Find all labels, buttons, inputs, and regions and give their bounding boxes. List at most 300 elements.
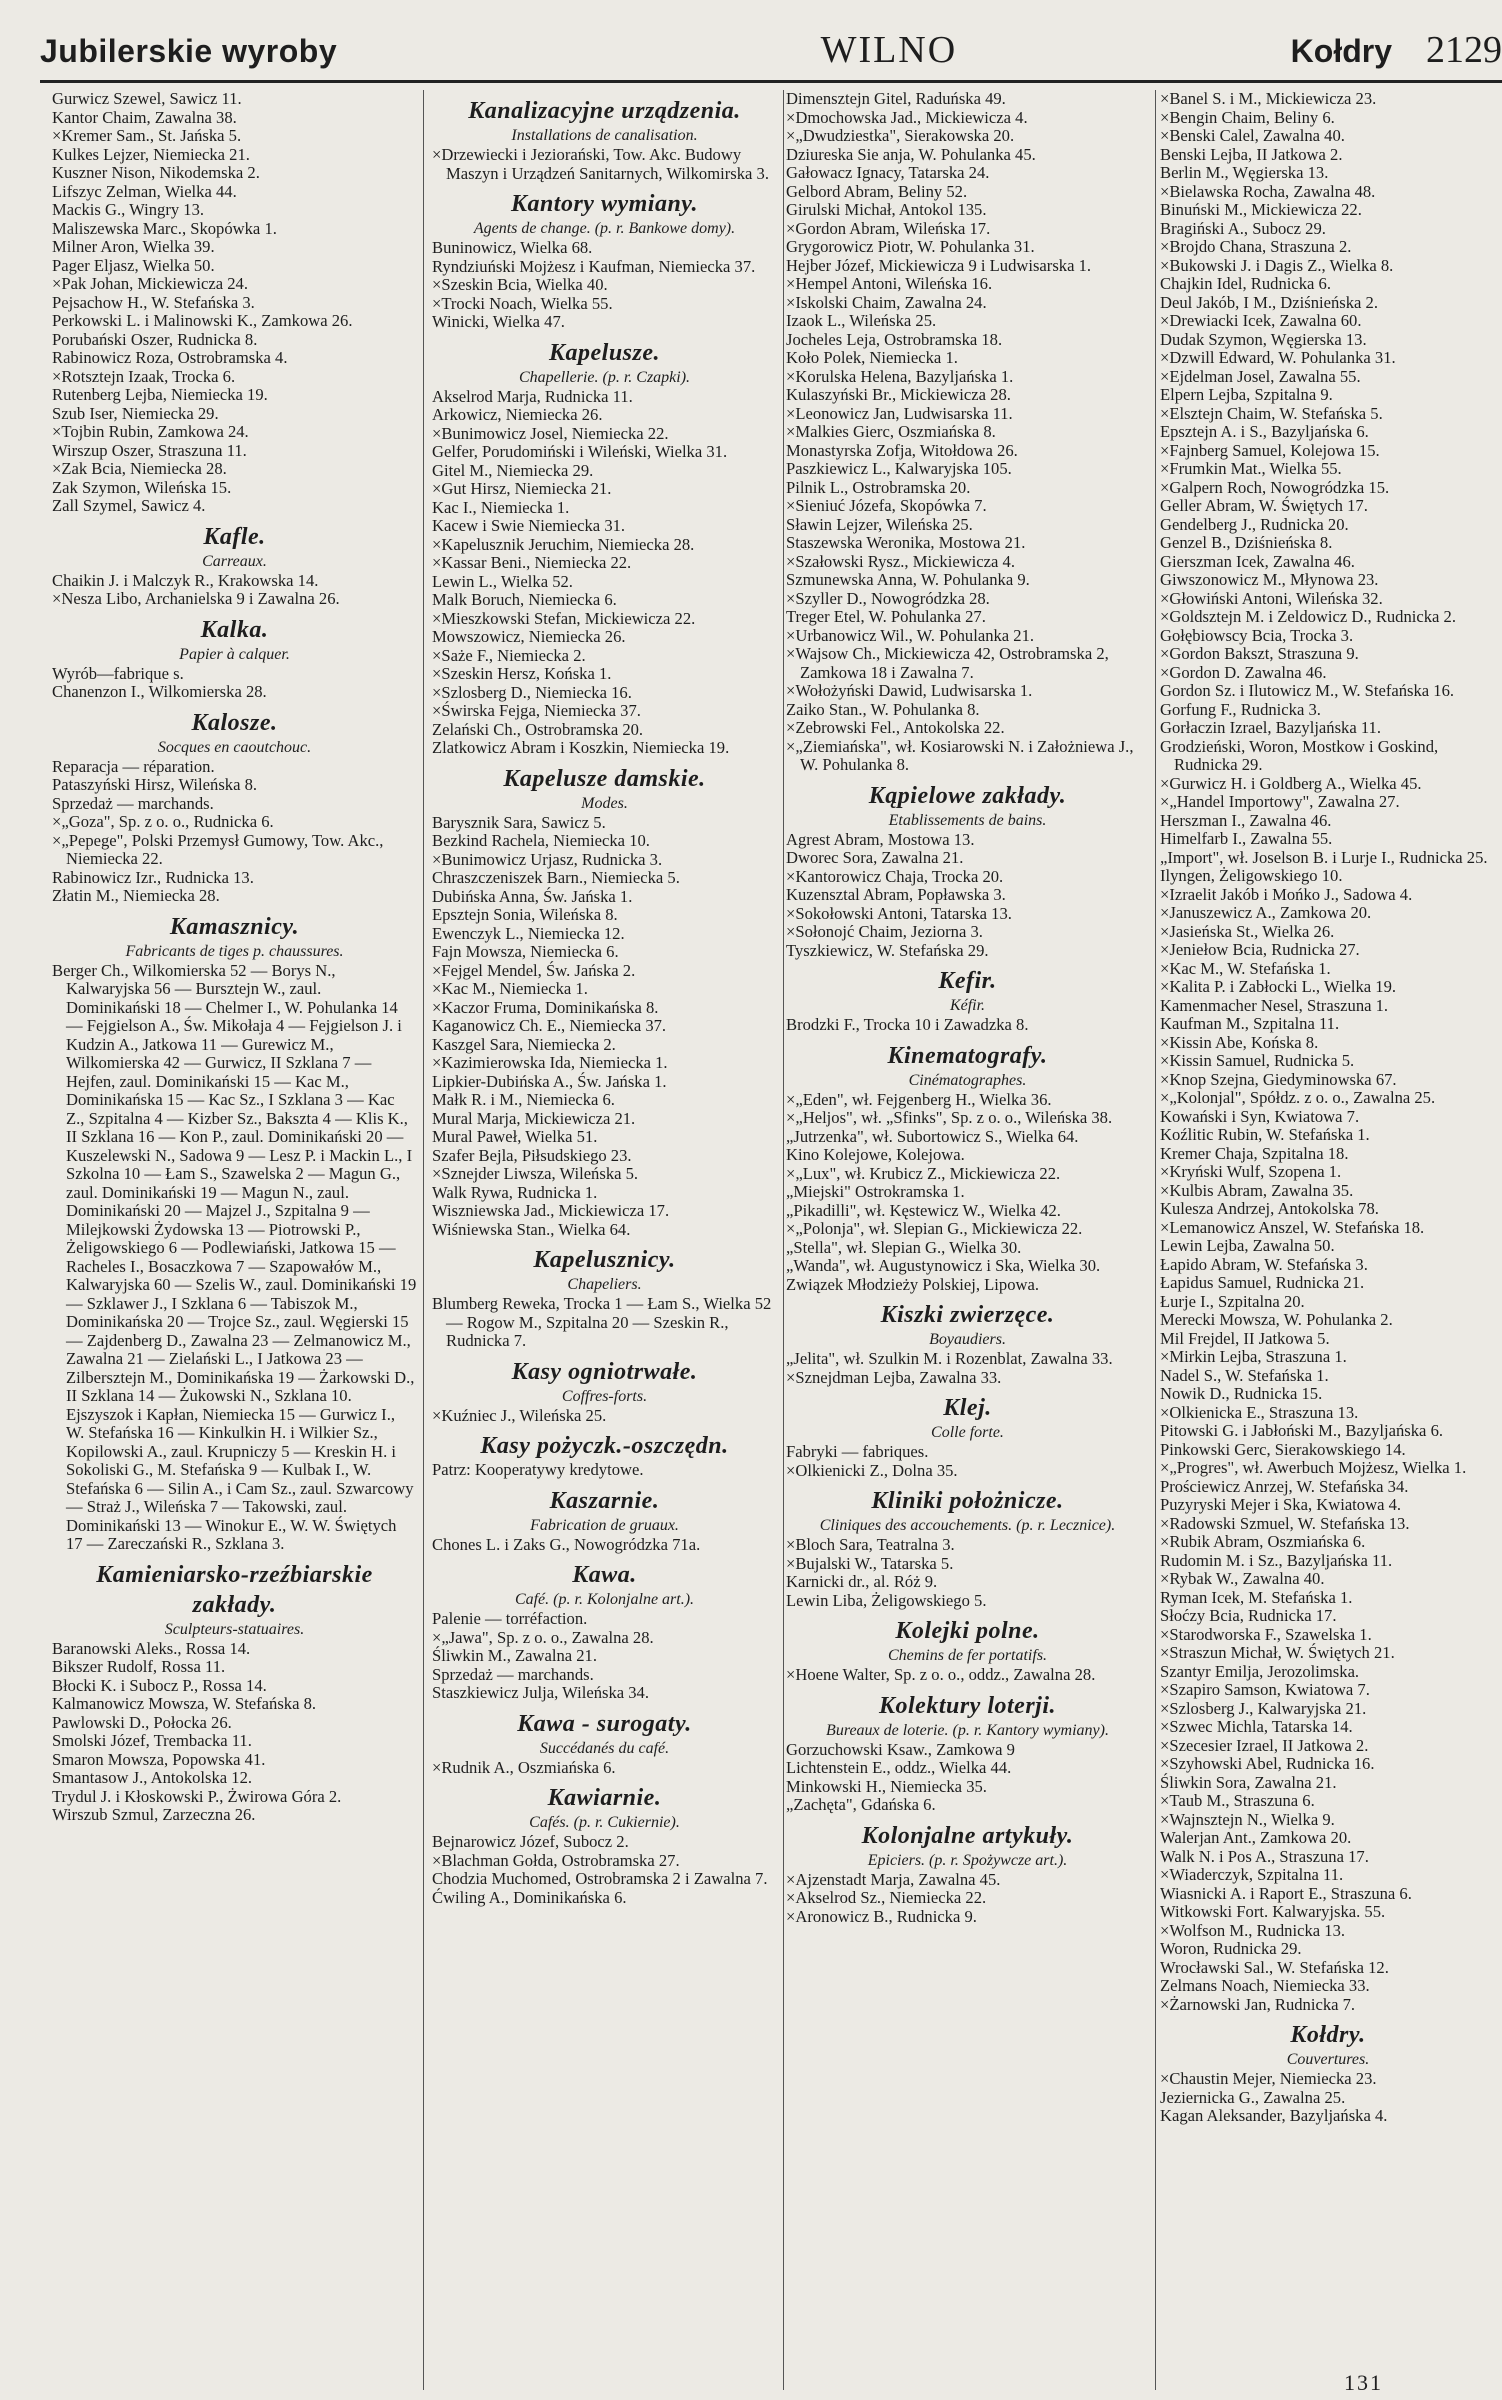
- directory-entry: Kantor Chaim, Zawalna 38.: [52, 107, 237, 127]
- section-subtitle: Cliniques des accouchements. (p. r. Lecznice).: [819, 1517, 1116, 1534]
- directory-entry: Chodzia Muchomed, Ostrobramska 2 i Zawalna 7.: [432, 1869, 768, 1888]
- directory-entry: Wirszup Oszer, Straszuna 11.: [52, 440, 247, 460]
- directory-entry: ×Radowski Szmuel, W. Stefańska 13.: [1160, 1513, 1410, 1533]
- directory-entry: „Import", wł. Joselson B. i Lurje I., Rudnicka 25.: [1160, 847, 1488, 867]
- section-subtitle: Papier à calquer.: [179, 645, 290, 663]
- directory-entry: ×Bujalski W., Tatarska 5.: [786, 1553, 954, 1573]
- directory-entry: Bezkind Rachela, Niemiecka 10.: [432, 831, 650, 850]
- directory-entry: Girulski Michał, Antokol 135.: [786, 200, 987, 219]
- directory-entry: Złatin M., Niemiecka 28.: [52, 886, 220, 905]
- directory-entry: Zlatkowicz Abram i Koszkin, Niemiecka 19.: [432, 738, 730, 757]
- directory-entry: Kaganowicz Ch. E., Niemiecka 37.: [432, 1016, 667, 1035]
- directory-entry: Gelfer, Porudomiński i Wileński, Wielka 31.: [432, 442, 728, 461]
- directory-entry: Staszewska Weronika, Mostowa 21.: [786, 533, 1026, 552]
- directory-entry: „Wanda", wł. Augustynowicz i Ska, Wielka 30.: [786, 1256, 1101, 1275]
- directory-entry: „Stella", wł. Slepian G., Wielka 30.: [786, 1237, 1022, 1257]
- directory-entry: ×Sieniuć Józefa, Skopówka 7.: [786, 496, 987, 515]
- section-subtitle: Cafés. (p. r. Cukiernie).: [529, 1814, 680, 1831]
- directory-entry: Buninowicz, Wielka 68.: [432, 238, 593, 257]
- directory-entry: ×Gordon Bakszt, Straszuna 9.: [1160, 644, 1359, 663]
- directory-entry: ×Szecesier Izrael, II Jatkowa 2.: [1160, 1735, 1369, 1755]
- directory-entry: ×Gordon D. Zawalna 46.: [1160, 662, 1327, 682]
- directory-entry: Lewin Liba, Żeligowskiego 5.: [786, 1590, 987, 1610]
- directory-entry: ×Wołożyński Dawid, Ludwisarska 1.: [786, 681, 1033, 700]
- directory-entry: ×„Goza", Sp. z o. o., Rudnicka 6.: [52, 812, 274, 831]
- directory-entry: Baranowski Aleks., Rossa 14.: [52, 1638, 251, 1658]
- directory-entry: ×„Handel Importowy", Zawalna 27.: [1160, 792, 1400, 811]
- directory-entry: ×Trocki Noach, Wielka 55.: [432, 293, 613, 313]
- section-heading: Kolektury loterji.: [879, 1692, 1056, 1719]
- directory-entry: ×Lemanowicz Anszel, W. Stefańska 18.: [1160, 1217, 1425, 1237]
- directory-entry: ×Sznejdman Lejba, Zawalna 33.: [786, 1367, 1002, 1387]
- directory-entry: Witkowski Fort. Kalwaryjska. 55.: [1160, 1902, 1386, 1921]
- directory-entry: Wyrób—fabrique s.: [52, 663, 184, 683]
- section-heading: Klej.: [943, 1395, 992, 1421]
- directory-entry: ×Kac M., W. Stefańska 1.: [1160, 958, 1331, 978]
- directory-entry: Dworec Sora, Zawalna 21.: [786, 848, 964, 867]
- section-heading: Kasy ogniotrwałe.: [511, 1358, 698, 1385]
- directory-entry: ×Szlosberg D., Niemiecka 16.: [432, 682, 632, 702]
- directory-entry: Monastyrska Zofja, Witołdowa 26.: [786, 440, 1018, 460]
- directory-entry: ×Knop Szejna, Giedyminowska 67.: [1160, 1069, 1397, 1089]
- directory-entry: Barysznik Sara, Sawicz 5.: [432, 812, 606, 832]
- directory-entry: Smolski Józef, Trembacka 11.: [52, 1731, 252, 1750]
- directory-entry: Szafer Bejla, Piłsudskiego 23.: [432, 1145, 632, 1165]
- directory-entry: Jeziernicka G., Zawalna 25.: [1160, 2087, 1346, 2107]
- directory-entry: Kac I., Niemiecka 1.: [432, 497, 570, 517]
- directory-entry: „Zachęta", Gdańska 6.: [786, 1795, 936, 1814]
- section-heading: Kapelusze.: [548, 339, 660, 366]
- directory-entry: ×Bengin Chaim, Beliny 6.: [1160, 107, 1335, 127]
- directory-entry: Gołębiowscy Bcia, Trocka 3.: [1160, 625, 1354, 645]
- section-subtitle: Sculpteurs-statuaires.: [164, 1620, 305, 1638]
- directory-entry: Mackis G., Wingry 13.: [52, 200, 205, 219]
- directory-entry: „Jelita", wł. Szulkin M. i Rozenblat, Zawalna 33.: [786, 1349, 1113, 1368]
- directory-entry: ×Jasieńska St., Wielka 26.: [1160, 921, 1335, 941]
- directory-entry: ×Galpern Roch, Nowogródzka 15.: [1160, 477, 1390, 497]
- directory-entry: Lipkier-Dubińska A., Św. Jańska 1.: [432, 1071, 667, 1091]
- directory-entry: Merecki Mowsza, W. Pohulanka 2.: [1160, 1310, 1393, 1329]
- directory-entry: ×Leonowicz Jan, Ludwisarska 11.: [786, 403, 1013, 423]
- directory-entry: Nadel S., W. Stefańska 1.: [1160, 1365, 1329, 1385]
- directory-entry: Maliszewska Marc., Skopówka 1.: [52, 218, 277, 238]
- directory-entry: ×„Polonja", wł. Slepian G., Mickiewicza 22.: [786, 1219, 1083, 1238]
- section-subtitle: Kéfir.: [949, 997, 986, 1014]
- section-subtitle: Socques en caoutchouc.: [157, 738, 312, 756]
- directory-entry: ×„Heljos", wł. „Sfinks", Sp. z o. o., Wileńska 38.: [786, 1108, 1113, 1127]
- directory-entry: Deul Jakób, I M., Dziśnieńska 2.: [1160, 292, 1378, 312]
- header-section-end: Kołdry: [1290, 33, 1392, 69]
- section-subtitle: Couvertures.: [1286, 2051, 1370, 2068]
- directory-entry: Hejber Józef, Mickiewicza 9 i Ludwisarska 1.: [786, 255, 1092, 275]
- directory-entry: ×Drewiacki Icek, Zawalna 60.: [1160, 311, 1362, 330]
- directory-entry: Słoćzy Bcia, Rudnicka 17.: [1160, 1606, 1337, 1625]
- directory-entry: ×Olkienicki Z., Dolna 35.: [786, 1460, 958, 1480]
- section-heading: Kasy pożyczk.-oszczędn.: [480, 1433, 729, 1459]
- directory-entry: Bejnarowicz Józef, Subocz 2.: [432, 1832, 629, 1851]
- directory-entry: Sławin Lejzer, Wileńska 25.: [786, 514, 973, 534]
- section-heading: Kantory wymiany.: [510, 191, 699, 217]
- directory-entry: Ćwiling A., Dominikańska 6.: [432, 1887, 627, 1907]
- directory-entry: Prościewicz Anrzej, W. Stefańska 34.: [1160, 1476, 1409, 1496]
- directory-entry: Łapido Abram, W. Stefańska 3.: [1160, 1254, 1368, 1274]
- directory-entry: Gałowacz Ignacy, Tatarska 24.: [786, 163, 990, 182]
- directory-entry: Minkowski H., Niemiecka 35.: [786, 1776, 987, 1796]
- directory-entry: ×Benski Calel, Zawalna 40.: [1160, 126, 1345, 145]
- directory-entry: ×Januszewicz A., Zamkowa 20.: [1160, 903, 1372, 922]
- directory-entry: ×Kulbis Abram, Zawalna 35.: [1160, 1180, 1354, 1200]
- directory-entry: Gorfung F., Rudnicka 3.: [1160, 699, 1321, 719]
- directory-entry: Kalmanowicz Mowsza, W. Stefańska 8.: [52, 1694, 317, 1713]
- directory-entry: ×Kapelusznik Jeruchim, Niemiecka 28.: [432, 534, 695, 554]
- directory-entry: ×Fajnberg Samuel, Kolejowa 15.: [1160, 440, 1380, 460]
- directory-entry: Kulaszyński Br., Mickiewicza 28.: [786, 385, 1011, 404]
- directory-entry: Koło Polek, Niemiecka 1.: [786, 348, 958, 367]
- directory-entry: Epsztejn A. i S., Bazyljańska 6.: [1160, 422, 1369, 441]
- directory-entry: „Pikadilli", wł. Kęstewicz W., Wielka 42.: [786, 1200, 1061, 1220]
- directory-entry: ×Kalita P. i Zabłocki L., Wielka 19.: [1160, 977, 1397, 996]
- directory-entry: Ryndziuński Mojżesz i Kaufman, Niemiecka 37.: [432, 256, 756, 276]
- directory-entry: ×Malkies Gierc, Oszmiańska 8.: [786, 422, 996, 441]
- directory-entry: ×„Lux", wł. Krubicz Z., Mickiewicza 22.: [786, 1163, 1061, 1183]
- directory-entry: ×Banel S. i M., Mickiewicza 23.: [1160, 90, 1377, 108]
- directory-entry: Chajkin Idel, Rudnicka 6.: [1160, 274, 1331, 293]
- directory-entry: Zelmans Noach, Niemiecka 33.: [1160, 1976, 1370, 1995]
- section-heading: Kalka.: [200, 616, 269, 643]
- directory-entry: Gorłaczin Izrael, Bazyljańska 11.: [1160, 718, 1381, 737]
- directory-entry: Lichtenstein E., oddz., Wielka 44.: [786, 1758, 1012, 1777]
- directory-entry: Mil Frejdel, II Jatkowa 5.: [1160, 1328, 1330, 1348]
- directory-entry: Śliwkin Sora, Zawalna 21.: [1160, 1772, 1337, 1792]
- directory-entry: ×Akselrod Sz., Niemiecka 22.: [786, 1888, 987, 1907]
- directory-entry: ×Mieszkowski Stefan, Mickiewicza 22.: [432, 608, 696, 628]
- directory-entry: Nowik D., Rudnicka 15.: [1160, 1384, 1323, 1403]
- directory-entry: ×Kantorowicz Chaja, Trocka 20.: [786, 866, 1004, 886]
- directory-entry: ×Mirkin Lejba, Straszuna 1.: [1160, 1347, 1347, 1366]
- directory-entry: „Miejski" Ostrokramska 1.: [786, 1182, 965, 1201]
- directory-entry: ×Saże F., Niemiecka 2.: [432, 645, 586, 665]
- directory-entry: ×Kazimierowska Ida, Niemiecka 1.: [432, 1053, 668, 1072]
- directory-entry: Pager Eljasz, Wielka 50.: [52, 255, 215, 275]
- directory-entry: Lewin Lejba, Zawalna 50.: [1160, 1236, 1335, 1255]
- section-heading: Kawiarnie.: [547, 1785, 662, 1811]
- directory-entry: Epsztejn Sonia, Wileńska 8.: [432, 905, 618, 924]
- directory-entry: ×Straszun Michał, W. Świętych 21.: [1160, 1643, 1395, 1662]
- directory-entry: ×„Pepege", Polski Przemysł Gumowy, Tow. Akc., Niemiecka 22.: [52, 830, 384, 868]
- directory-entry: ×Pak Johan, Mickiewicza 24.: [52, 274, 248, 293]
- directory-entry: Walk N. i Pos A., Straszuna 17.: [1160, 1846, 1369, 1866]
- directory-entry: ×Kassar Beni., Niemiecka 22.: [432, 553, 632, 572]
- directory-entry: ×Rybak W., Zawalna 40.: [1160, 1569, 1325, 1588]
- section-heading: Kamieniarsko-rzeźbiarskie zakłady.: [96, 1561, 373, 1618]
- directory-entry: ×Szlosberg J., Kalwaryjska 21.: [1160, 1698, 1367, 1718]
- directory-entry: Gelbord Abram, Beliny 52.: [786, 181, 968, 201]
- section-heading: Kołdry.: [1290, 2022, 1366, 2048]
- directory-entry: Szantyr Emilja, Jerozolimska.: [1160, 1661, 1360, 1681]
- directory-entry: Agrest Abram, Mostowa 13.: [786, 829, 975, 849]
- directory-entry: Gorzuchowski Ksaw., Zamkowa 9: [786, 1739, 1015, 1759]
- directory-entry: Mural Paweł, Wielka 51.: [432, 1127, 598, 1146]
- directory-entry: Herszman I., Zawalna 46.: [1160, 810, 1332, 830]
- section-subtitle: Colle forte.: [931, 1424, 1004, 1441]
- section-subtitle: Cinématographes.: [908, 1071, 1027, 1089]
- section-heading: Kawa - surogaty.: [517, 1710, 692, 1737]
- section-subtitle: Café. (p. r. Kolonjalne art.).: [514, 1591, 695, 1608]
- directory-entry: ×Wiaderczyk, Szpitalna 11.: [1160, 1865, 1344, 1884]
- directory-entry: Małk R. i M., Niemiecka 6.: [432, 1090, 615, 1109]
- directory-entry: Trydul J. i Kłoskowski P., Żwirowa Góra 2.: [52, 1786, 342, 1806]
- directory-entry: Gordon Sz. i Ilutowicz M., W. Stefańska 16.: [1160, 681, 1455, 700]
- directory-entry: Chones L. i Zaks G., Nowogródzka 71a.: [432, 1534, 701, 1554]
- section-heading: Kafle.: [203, 523, 266, 550]
- section-subtitle: Chapellerie. (p. r. Czapki).: [518, 368, 691, 386]
- column-4: [1160, 90, 1502, 2390]
- section-heading: Kamasznicy.: [169, 913, 300, 940]
- directory-entry: ×Kryński Wulf, Szopena 1.: [1160, 1162, 1342, 1181]
- directory-entry: Zall Szymel, Sawicz 4.: [52, 496, 206, 515]
- directory-entry: ×Ejdelman Josel, Zawalna 55.: [1160, 366, 1361, 386]
- column-3: [786, 90, 1156, 2390]
- directory-entry: Himelfarb I., Zawalna 55.: [1160, 829, 1333, 848]
- section-heading: Kinematografy.: [887, 1042, 1048, 1069]
- directory-entry: ×„Kolonjal", Spółdz. z o. o., Zawalna 25.: [1160, 1088, 1436, 1107]
- directory-entry: Kacew i Swie Niemiecka 31.: [432, 516, 626, 535]
- directory-entry: Gendelberg J., Rudnicka 20.: [1160, 514, 1349, 534]
- section-subtitle: Installations de canalisation.: [511, 127, 698, 144]
- directory-entry: ×„Eden", wł. Fejgenberg H., Wielka 36.: [786, 1089, 1052, 1109]
- directory-entry: Blumberg Reweka, Trocka 1 — Łam S., Wielka 52 — Rogow M., Szpitalna 20 — Szeskin R., Rudnicka 7.: [432, 1294, 772, 1350]
- column-2: [432, 90, 784, 2390]
- directory-entry: ×Głowiński Antoni, Wileńska 32.: [1160, 588, 1383, 608]
- directory-entry: ×Zebrowski Fel., Antokolska 22.: [786, 718, 1005, 737]
- directory-entry: ×Szyller D., Nowogródzka 28.: [786, 588, 990, 608]
- directory-entry: Ryman Icek, M. Stefańska 1.: [1160, 1587, 1353, 1607]
- directory-entry: ×Szeskin Bcia, Wielka 40.: [432, 275, 608, 294]
- directory-entry: Błocki K. i Subocz P., Rossa 14.: [52, 1675, 267, 1695]
- directory-entry: Walk Rywa, Rudnicka 1.: [432, 1182, 598, 1202]
- directory-entry: Wiszniewska Jad., Mickiewicza 17.: [432, 1201, 670, 1220]
- directory-entry: ×Bunimowicz Urjasz, Rudnicka 3.: [432, 849, 663, 869]
- directory-entry: Dimensztejn Gitel, Raduńska 49.: [786, 90, 1006, 108]
- directory-entry: Kulesza Andrzej, Antokolska 78.: [1160, 1199, 1379, 1218]
- directory-entry: ×Rotsztejn Izaak, Trocka 6.: [52, 366, 236, 386]
- directory-entry: Rudomin M. i Sz., Bazyljańska 11.: [1160, 1550, 1393, 1570]
- directory-entry: Ilyngen, Żeligowskiego 10.: [1160, 866, 1343, 885]
- directory-entry: Porubański Oszer, Rudnicka 8.: [52, 329, 258, 349]
- directory-entry: Wrocławski Sal., W. Stefańska 12.: [1160, 1957, 1389, 1977]
- directory-entry: Jocheles Leja, Ostrobramska 18.: [786, 329, 1003, 349]
- section-subtitle: Fabrication de gruaux.: [530, 1516, 679, 1534]
- directory-entry: ×Jeniełow Bcia, Rudnicka 27.: [1160, 940, 1360, 959]
- directory-entry: Patrz: Kooperatywy kredytowe.: [432, 1460, 644, 1479]
- directory-entry: Kamenmacher Nesel, Straszuna 1.: [1160, 995, 1389, 1015]
- directory-entry: ×Wolfson M., Rudnicka 13.: [1160, 1920, 1346, 1940]
- directory-entry: Genzel B., Dziśnieńska 8.: [1160, 533, 1333, 552]
- section-heading: Kolejki polne.: [895, 1618, 1040, 1644]
- header-right: [1291, 28, 1502, 72]
- directory-entry: ×Świrska Fejga, Niemiecka 37.: [432, 701, 641, 720]
- directory-entry: Walerjan Ant., Zamkowa 20.: [1160, 1828, 1352, 1847]
- directory-entry: ×Kissin Samuel, Rudnicka 5.: [1160, 1051, 1355, 1070]
- directory-entry: Gurwicz Szewel, Sawicz 11.: [52, 90, 242, 108]
- directory-entry: ×Taub M., Straszuna 6.: [1160, 1791, 1315, 1810]
- directory-entry: ×„Dwudziestka", Sierakowska 20.: [786, 126, 1015, 145]
- directory-entry: Kulkes Lejzer, Niemiecka 21.: [52, 144, 250, 164]
- directory-entry: Związek Młodzieży Polskiej, Lipowa.: [786, 1274, 1039, 1294]
- directory-entry: ×Rubik Abram, Oszmiańska 6.: [1160, 1532, 1366, 1551]
- directory-entry: ×Sołonojć Chaim, Jeziorna 3.: [786, 922, 983, 941]
- section-heading: Kefir.: [938, 968, 997, 994]
- section-subtitle: Epiciers. (p. r. Spożywcze art.).: [867, 1851, 1068, 1869]
- directory-entry: Lewin L., Wielka 52.: [432, 571, 573, 591]
- directory-entry: Geller Abram, W. Świętych 17.: [1160, 496, 1368, 515]
- directory-entry: Kaszgel Sara, Niemiecka 2.: [432, 1034, 616, 1054]
- directory-entry: Kremer Chaja, Szpitalna 18.: [1160, 1143, 1349, 1163]
- section-heading: Kalosze.: [191, 709, 278, 736]
- directory-entry: ×Szałowski Rysz., Mickiewicza 4.: [786, 551, 1015, 571]
- directory-entry: Smantasow J., Antokolska 12.: [52, 1768, 253, 1787]
- section-subtitle: Succédanés du café.: [539, 1739, 670, 1757]
- column-1: [52, 90, 424, 2390]
- directory-entry: Fabryki — fabriques.: [786, 1442, 929, 1461]
- directory-entry: ×Chaustin Mejer, Niemiecka 23.: [1160, 2069, 1377, 2088]
- directory-entry: ×Drzewiecki i Jeziorański, Tow. Akc. Budowy Maszyn i Urządzeń Sanitarnych, Wilkomirska 3.: [432, 145, 769, 183]
- directory-entry: Puzyryski Mejer i Ska, Kwiatowa 4.: [1160, 1495, 1402, 1514]
- directory-entry: ×Wajsow Ch., Mickiewicza 42, Ostrobramska 2, Zamkowa 18 i Zawalna 7.: [786, 644, 1109, 682]
- directory-entry: Mowszowicz, Niemiecka 26.: [432, 627, 626, 646]
- directory-entry: Kaufman M., Szpitalna 11.: [1160, 1014, 1340, 1033]
- directory-entry: Giwszonowicz M., Młynowa 23.: [1160, 570, 1379, 589]
- section-subtitle: Coffres-forts.: [561, 1387, 648, 1405]
- footer-page-number: 131: [1344, 2370, 1383, 2395]
- directory-entry: ×Szeskin Hersz, Końska 1.: [432, 664, 612, 683]
- directory-entry: Chanenzon I., Wilkomierska 28.: [52, 682, 267, 701]
- directory-entry: Łapidus Samuel, Rudnicka 21.: [1160, 1273, 1365, 1292]
- directory-entry: Rabinowicz Izr., Rudnicka 13.: [52, 867, 254, 887]
- directory-entry: Zak Szymon, Wileńska 15.: [52, 477, 232, 497]
- section-subtitle: Boyaudiers.: [929, 1331, 1006, 1348]
- directory-entry: Wiasnicki A. i Raport E., Straszuna 6.: [1160, 1883, 1412, 1903]
- directory-entry: ×Szyhowski Abel, Rudnicka 16.: [1160, 1754, 1375, 1773]
- directory-entry: ×Bukowski J. i Dagis Z., Wielka 8.: [1160, 255, 1394, 275]
- directory-entry: Lifszyc Zelman, Wielka 44.: [52, 181, 237, 201]
- directory-entry: ×Żarnowski Jan, Rudnicka 7.: [1160, 1994, 1356, 2014]
- directory-entry: ×Brojdo Chana, Straszuna 2.: [1160, 237, 1352, 256]
- directory-entry: ×Szapiro Samson, Kwiatowa 7.: [1160, 1680, 1370, 1699]
- directory-entry: ×Olkienicka E., Straszuna 13.: [1160, 1402, 1359, 1422]
- directory-entry: Gierszman Icek, Zawalna 46.: [1160, 551, 1355, 571]
- directory-entry: ×Starodworska F., Szawelska 1.: [1160, 1624, 1372, 1644]
- directory-entry: Pawlowski D., Połocka 26.: [52, 1712, 232, 1732]
- directory-entry: ×Dzwill Edward, W. Pohulanka 31.: [1160, 348, 1396, 367]
- directory-entry: Berger Ch., Wilkomierska 52 — Borys N., Kalwaryjska 56 — Bursztejn W., zaul. Dominikański 18 — Chelmer I., W. Pohulanka 14 — Fejgielson A., Św. Mikołaja 4 — Fejgielson J. i Kudzin A., Jatkowa 11 — Gurewicz M., Wilkomierska 42 — Gurwicz, II Szklana 7 — Hejfen, zaul. Dominikański 15 — Kac M., Dominikańska 15 — Kac Sz., I Szklana 3 — Kac Z., Szpitalna 4 — Kizber Sz., Bakszta 4 — Klis K., II Szklana 16 — Kon P., zaul. Dominikański 20 — Kuszelewski N., Sadowa 9 — Lesz P. i Mackin L., I Szkolna 10 — Łam S., Szawelska 2 — Magun G., zaul. Dominikański 19 — Magun N., zaul. Dominikański 20 — Majzel J., Szpitalna 9 — Milejkowski Żydowska 13 — Piotrowski P., Żeligowskiego 6 — Podlewiański, Jatkowa 15 — Racheles I., Bosaczkowa 7 — Szapowałów M., Kalwaryjska 60 — Szelis W., zaul. Dominikański 19 — Szklawer J., I Szklana 6 — Tabiszok M., Dominikańska 20 — Trojce Sz., zaul. Węgierski 15 — Zajdenberg D., Zawalna 23 — Zelmanowicz M., Zawalna 21 — Zielański L., I Jatkowa 23 — Zilbersztejn M., Dominikańska 19 — Żarkowski D., II Szklana 14 — Żukowski N., Szklana 10. Ejszyszok i Kapłan, Niemiecka 15 — Gurwicz I., W. Stefańska 16 — Kinkulkin H. i Wilkier Sz., Kopilowski A., zaul. Krupniczy 5 — Kreskin H. i Sokoliski G., M. Stefańska 9 — Kulbak I., W. Stefańska 6 — Silin A., i Cam Sz., zaul. Szwarcowy — Straż J., Wileńska 7 — Takowski, zaul. Dominikański 13 — Winokur E., W. W. Świętych 17 — Zareczański R., Szklana 3.: [52, 960, 417, 1553]
- directory-entry: ×Iskolski Chaim, Zawalna 24.: [786, 292, 987, 312]
- directory-entry: „Jutrzenka", wł. Subortowicz S., Wielka 64.: [786, 1126, 1079, 1146]
- directory-entry: Sprzedaż — marchands.: [52, 793, 214, 813]
- directory-entry: ×„Progres", wł. Awerbuch Mojżesz, Wielka 1.: [1160, 1458, 1467, 1477]
- page-header: [40, 28, 1502, 78]
- section-subtitle: Bureaux de loterie. (p. r. Kantory wymiany).: [826, 1721, 1109, 1739]
- directory-entry: ×Aronowicz B., Rudnicka 9.: [786, 1906, 977, 1926]
- directory-entry: Rabinowicz Roza, Ostrobramska 4.: [52, 348, 288, 367]
- section-heading: Kąpielowe zakłady.: [868, 782, 1067, 809]
- directory-entry: ×Nesza Libo, Archanielska 9 i Zawalna 26.: [52, 589, 340, 608]
- directory-entry: Arkowicz, Niemiecka 26.: [432, 405, 603, 424]
- directory-entry: Palenie — torréfaction.: [432, 1609, 588, 1628]
- directory-entry: Pitowski G. i Jabłoński M., Bazyljańska 6.: [1160, 1421, 1444, 1440]
- directory-entry: Tyszkiewicz, W. Stefańska 29.: [786, 940, 989, 960]
- section-heading: Kaszarnie.: [549, 1487, 660, 1514]
- directory-entry: Karnicki dr., al. Róż 9.: [786, 1572, 938, 1591]
- directory-entry: ×Szwec Michla, Tatarska 14.: [1160, 1717, 1353, 1736]
- directory-entry: Smaron Mowsza, Popowska 41.: [52, 1749, 266, 1769]
- directory-entry: ×Gurwicz H. i Goldberg A., Wielka 45.: [1160, 773, 1422, 793]
- directory-entry: Milner Aron, Wielka 39.: [52, 237, 215, 256]
- directory-entry: Gitel M., Niemiecka 29.: [432, 460, 594, 480]
- directory-entry: ×Sznejder Liwsza, Wileńska 5.: [432, 1164, 639, 1183]
- section-heading: Kanalizacyjne urządzenia.: [468, 98, 741, 124]
- directory-entry: Kuzensztal Abram, Popławska 3.: [786, 885, 1006, 904]
- directory-entry: Mural Marja, Mickiewicza 21.: [432, 1108, 636, 1128]
- directory-entry: ×Korulska Helena, Bazyljańska 1.: [786, 366, 1014, 386]
- directory-entry: Zaiko Stan., W. Pohulanka 8.: [786, 699, 980, 719]
- directory-entry: Pilnik L., Ostrobramska 20.: [786, 477, 971, 497]
- directory-entry: ×Blachman Gołda, Ostrobramska 27.: [432, 1850, 680, 1870]
- directory-entry: Szmunewska Anna, W. Pohulanka 9.: [786, 570, 1030, 589]
- directory-entry: Berlin M., Węgierska 13.: [1160, 163, 1329, 182]
- directory-entry: ×Bielawska Rocha, Zawalna 48.: [1160, 181, 1376, 201]
- directory-entry: ×Kissin Abe, Końska 8.: [1160, 1032, 1319, 1052]
- directory-entry: Winicki, Wielka 47.: [432, 312, 565, 331]
- directory-entry: Wirszub Szmul, Zarzeczna 26.: [52, 1805, 256, 1824]
- section-subtitle: Fabricants de tiges p. chaussures.: [125, 942, 344, 960]
- directory-entry: ×Frumkin Mat., Wielka 55.: [1160, 459, 1342, 478]
- section-heading: Kapelusznicy.: [533, 1247, 676, 1273]
- directory-entry: Grodzieński, Woron, Mostkow i Goskind, Rudnicka 29.: [1160, 736, 1439, 774]
- directory-entry: Paszkiewicz L., Kalwaryjska 105.: [786, 459, 1012, 478]
- directory-entry: Kagan Aleksander, Bazyljańska 4.: [1160, 2106, 1388, 2125]
- directory-entry: Bragiński A., Subocz 29.: [1160, 218, 1326, 238]
- directory-entry: ×Dmochowska Jad., Mickiewicza 4.: [786, 107, 1028, 127]
- directory-entry: Treger Etel, W. Pohulanka 27.: [786, 607, 986, 626]
- directory-entry: ×Tojbin Rubin, Zamkowa 24.: [52, 422, 249, 441]
- section-subtitle: Carreaux.: [202, 552, 267, 570]
- directory-entry: ×Izraelit Jakób i Mońko J., Sadowa 4.: [1160, 884, 1413, 904]
- section-heading: Kliniki położnicze.: [871, 1488, 1064, 1514]
- section-heading: Kapelusze damskie.: [503, 765, 706, 792]
- directory-entry: Dudak Szymon, Węgierska 13.: [1160, 329, 1367, 349]
- header-city: WILNO: [820, 29, 958, 71]
- directory-entry: Zelański Ch., Ostrobramska 20.: [432, 719, 644, 739]
- header-page-number: 2129: [1426, 29, 1502, 71]
- directory-entry: Rutenberg Lejba, Niemiecka 19.: [52, 385, 268, 404]
- directory-entry: Bikszer Rudolf, Rossa 11.: [52, 1657, 226, 1676]
- directory-entry: Brodzki F., Trocka 10 i Zawadzka 8.: [786, 1015, 1029, 1034]
- directory-entry: Reparacja — réparation.: [52, 756, 215, 776]
- directory-entry: Szub Iser, Niemiecka 29.: [52, 403, 219, 423]
- directory-entry: Wiśniewska Stan., Wielka 64.: [432, 1219, 631, 1239]
- directory-entry: Izaok L., Wileńska 25.: [786, 311, 937, 330]
- directory-entry: ×Fejgel Mendel, Św. Jańska 2.: [432, 960, 636, 980]
- directory-entry: ×Goldsztejn M. i Zeldowicz D., Rudnicka 2.: [1160, 607, 1457, 626]
- directory-entry: Koźlitic Rubin, W. Stefańska 1.: [1160, 1125, 1370, 1144]
- section-heading: Kolonjalne artykuły.: [861, 1822, 1074, 1849]
- directory-entry: Benski Lejba, II Jatkowa 2.: [1160, 144, 1343, 164]
- directory-entry: Pinkowski Gerc, Sierakowskiego 14.: [1160, 1439, 1406, 1459]
- directory-entry: ×Wajnsztejn N., Wielka 9.: [1160, 1809, 1335, 1829]
- directory-entry: ×Kac M., Niemiecka 1.: [432, 979, 588, 998]
- header-rule: [40, 80, 1502, 83]
